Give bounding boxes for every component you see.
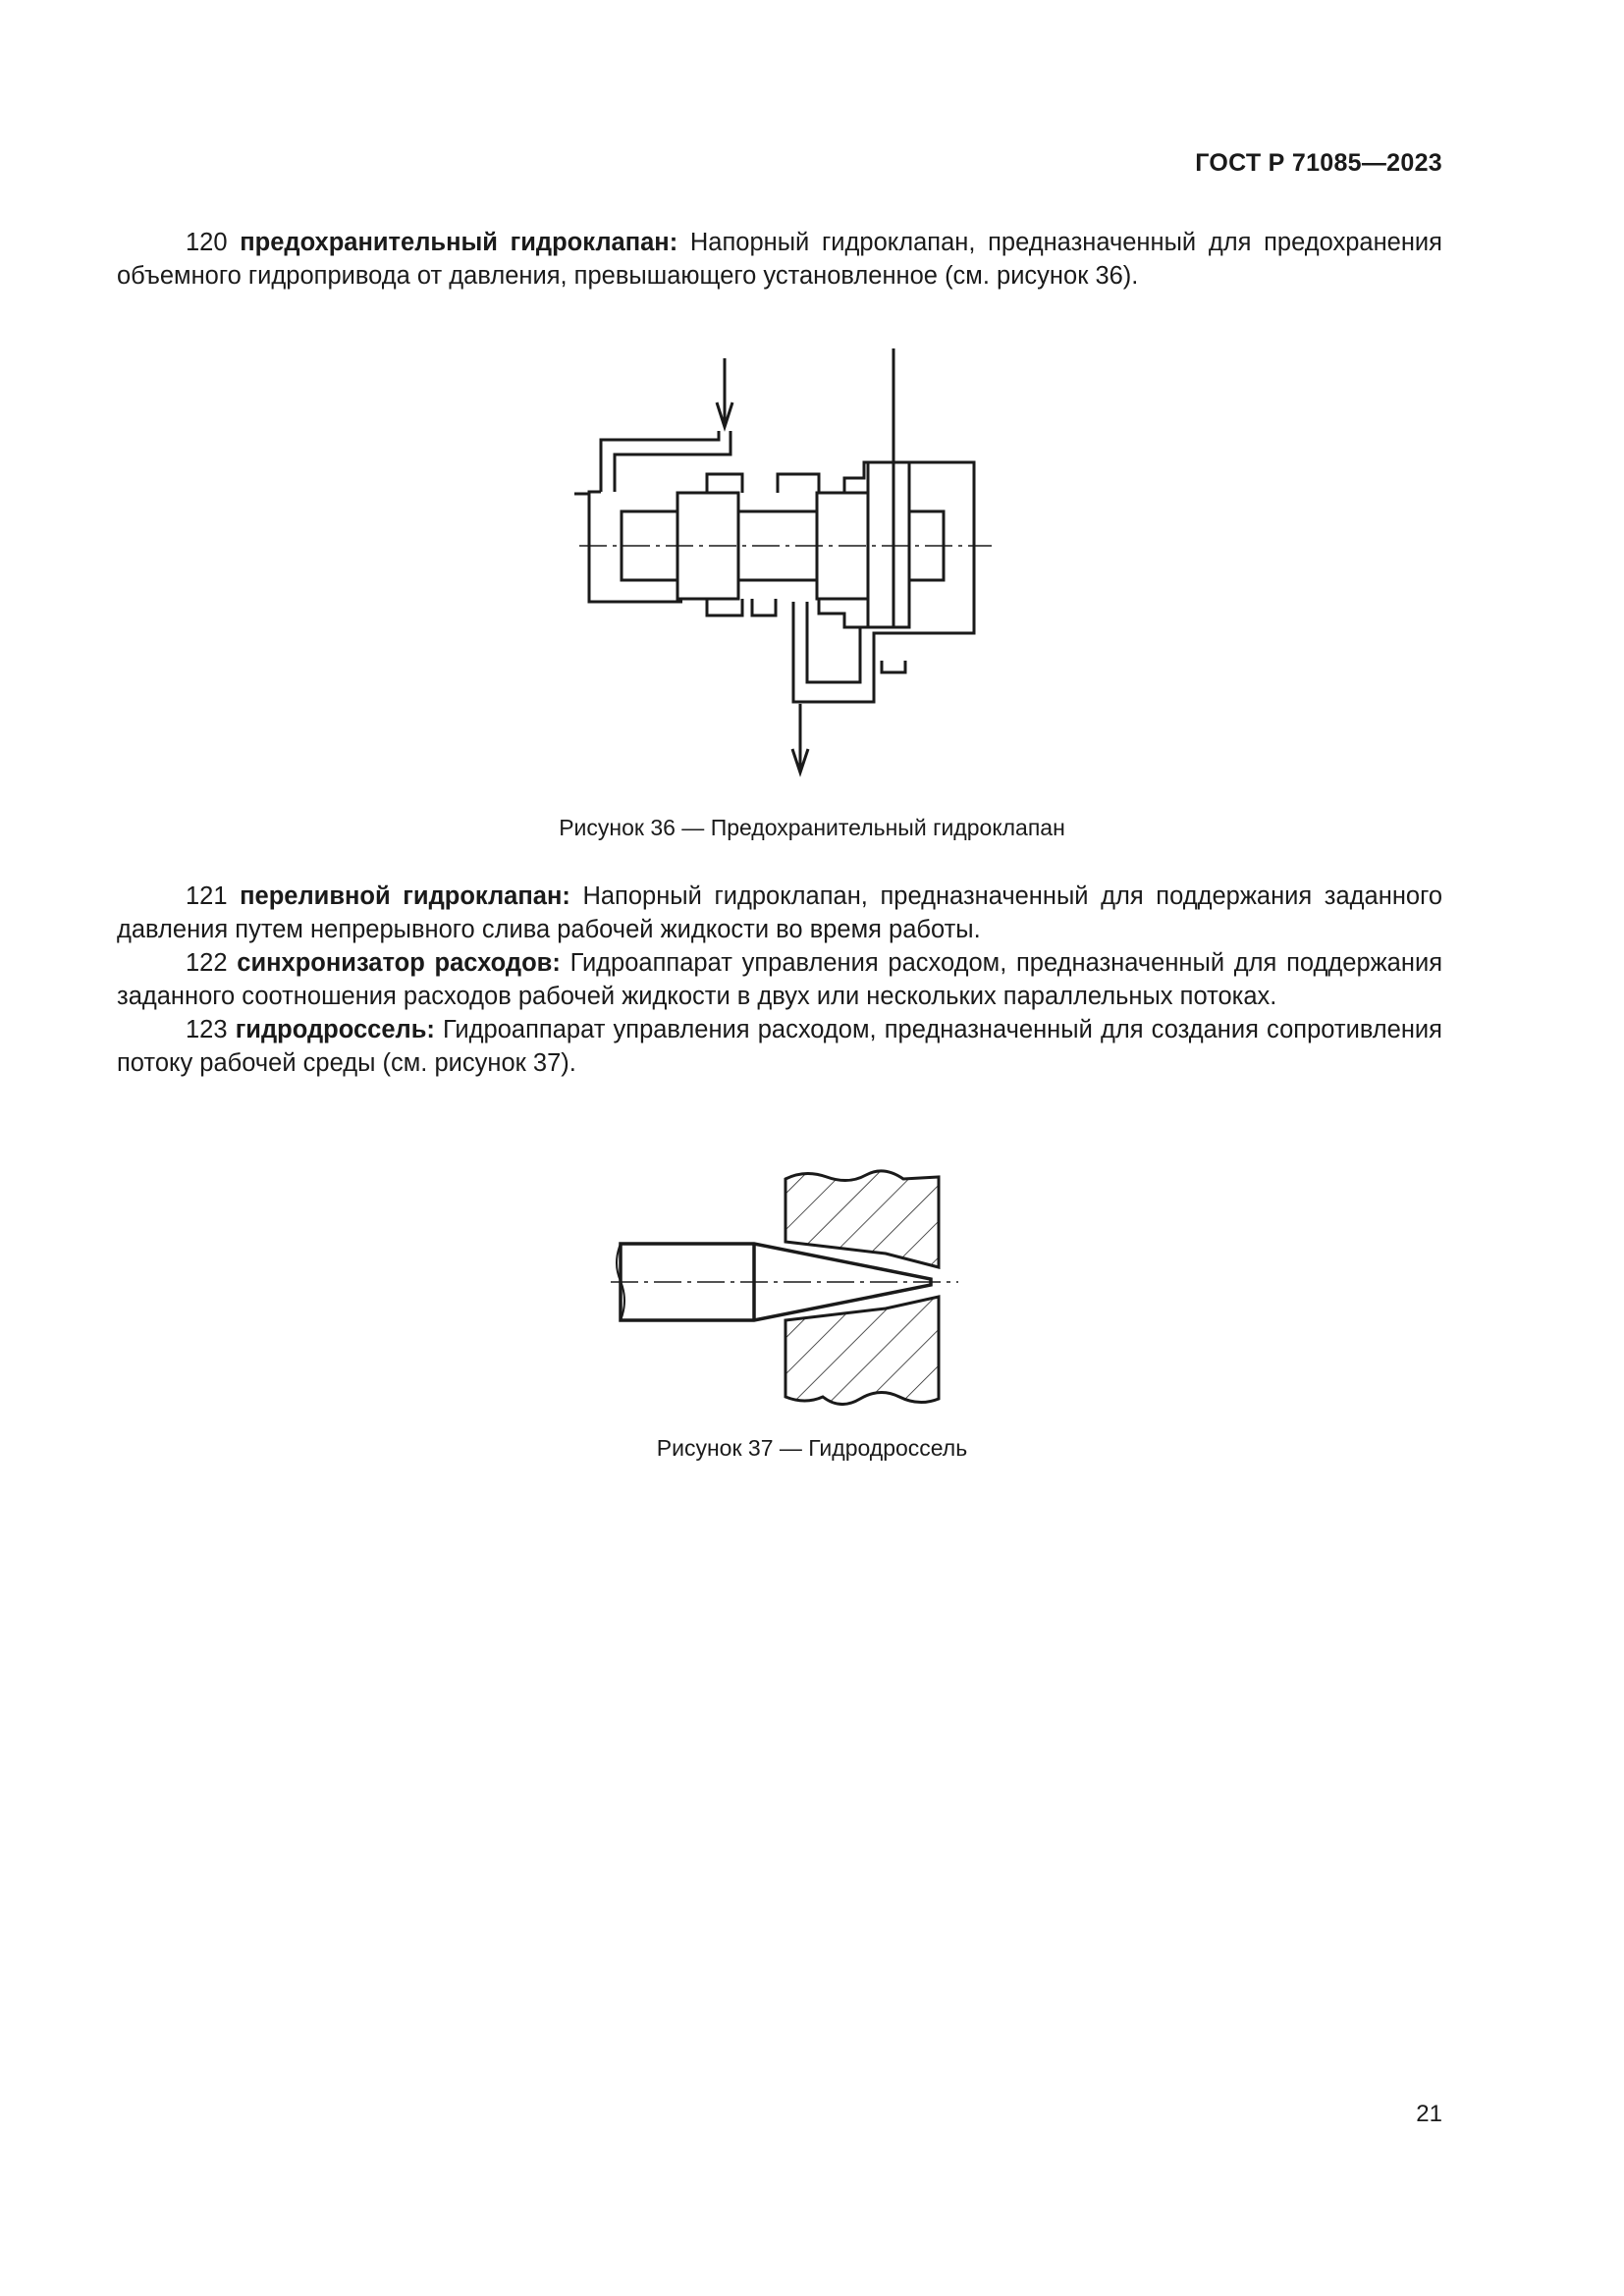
entry-123	[117, 1013, 1442, 1080]
entry-number: 123	[186, 1016, 228, 1043]
figure-36	[550, 348, 1001, 785]
entry-definition: Напорный гидроклапан, предназначенный для поддержания заданного давления путем непрерывного слива рабочей жидкости во время работы.	[117, 882, 1442, 943]
entry-term: предохранительный гидроклапан:	[240, 229, 678, 256]
document-code: ГОСТ Р 71085—2023	[1195, 149, 1442, 177]
entry-122	[117, 946, 1442, 1013]
entry-definition: Напорный гидроклапан, предназначенный для предохранения объемного гидропривода от давления, превышающего установленное (см. рисунок 36).	[117, 229, 1442, 290]
entry-120	[117, 226, 1442, 293]
relief-valve-diagram	[550, 348, 1001, 780]
entry-number: 122	[186, 949, 228, 977]
entry-term: переливной гидроклапан:	[240, 882, 570, 910]
entries-121-123	[117, 880, 1442, 1080]
entry-121	[117, 880, 1442, 946]
entry-term: синхронизатор расходов:	[237, 949, 561, 977]
figure-37	[599, 1163, 972, 1414]
figure-36-caption: Рисунок 36 — Предохранительный гидроклапан	[559, 815, 1065, 840]
page-number: 21	[1416, 2101, 1442, 2127]
entry-term: гидродроссель:	[235, 1016, 435, 1043]
entry-120-block	[117, 226, 1442, 293]
entry-number: 121	[186, 882, 228, 910]
figure-37-caption: Рисунок 37 — Гидродроссель	[656, 1435, 968, 1461]
entry-definition: Гидроаппарат управления расходом, предназначенный для создания сопротивления потоку рабочей среды (см. рисунок 37).	[117, 1016, 1442, 1077]
throttle-diagram	[599, 1163, 972, 1409]
entry-definition: Гидроаппарат управления расходом, предназначенный для поддержания заданного соотношения расходов рабочей жидкости в двух или нескольких параллельных потоках.	[117, 949, 1443, 1010]
entry-number: 120	[186, 229, 228, 256]
